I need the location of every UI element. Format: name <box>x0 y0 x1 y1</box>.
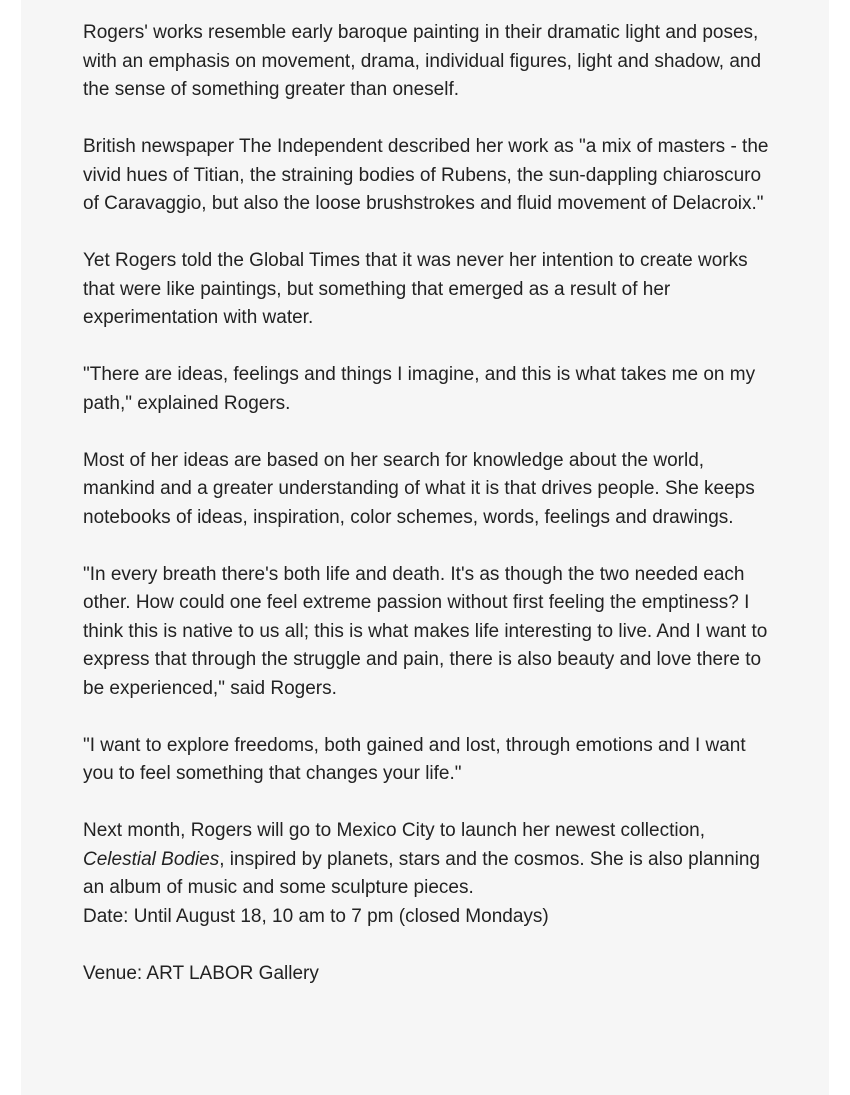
paragraph-notebooks: Most of her ideas are based on her search for knowledge about the world, mankind and a greater understanding of what it is that drives people. She keeps notebooks of ideas, inspiration, color schemes, words, feelings and drawings. <box>83 449 755 528</box>
page-background <box>21 0 829 1095</box>
paragraph-next-month <box>83 817 773 903</box>
next-month-text: Next month, Rogers will go to Mexico City to launch her newest collection, <box>83 820 705 841</box>
exhibition-venue: Venue: ART LABOR Gallery <box>83 962 319 984</box>
paragraph-breath-quote: "In every breath there's both life and death. It's as though the two needed each other. How could one feel extreme passion without first feeling the emptiness? I think this is native to us all; this is what makes life interesting to live. And I want to express that through the struggle and pain, there is also beauty and love there to be experienced," said Rogers. <box>83 563 768 699</box>
exhibition-date: Date: Until August 18, 10 am to 7 pm (closed Mondays) <box>83 905 549 927</box>
next-month-text-end: , inspired by planets, stars and the cosmos. She is also planning an album of music and some sculpture pieces. <box>83 848 760 898</box>
collection-title: Celestial Bodies <box>83 848 220 870</box>
paragraph-global-times: Yet Rogers told the Global Times that it was never her intention to create works that were like paintings, but something that emerged as a result of her experimentation with water. <box>83 250 748 328</box>
paragraph-ideas-quote: "There are ideas, feelings and things I imagine, and this is what takes me on my path," explained Rogers. <box>83 364 756 414</box>
paragraph-baroque: Rogers' works resemble early baroque painting in their dramatic light and poses, with an emphasis on movement, drama, individual figures, light and shadow, and the sense of something greater than oneself. <box>83 22 762 100</box>
paragraph-independent-quote: British newspaper The Independent described her work as "a mix of masters - the vivid hues of Titian, the straining bodies of Rubens, the sun-dappling chiaroscuro of Caravaggio, but also the loose brushstrokes and fluid movement of Delacroix." <box>83 136 769 214</box>
article-body <box>83 19 773 1017</box>
paragraph-freedoms-quote: "I want to explore freedoms, both gained and lost, through emotions and I want you to feel something that changes your life." <box>83 734 746 784</box>
